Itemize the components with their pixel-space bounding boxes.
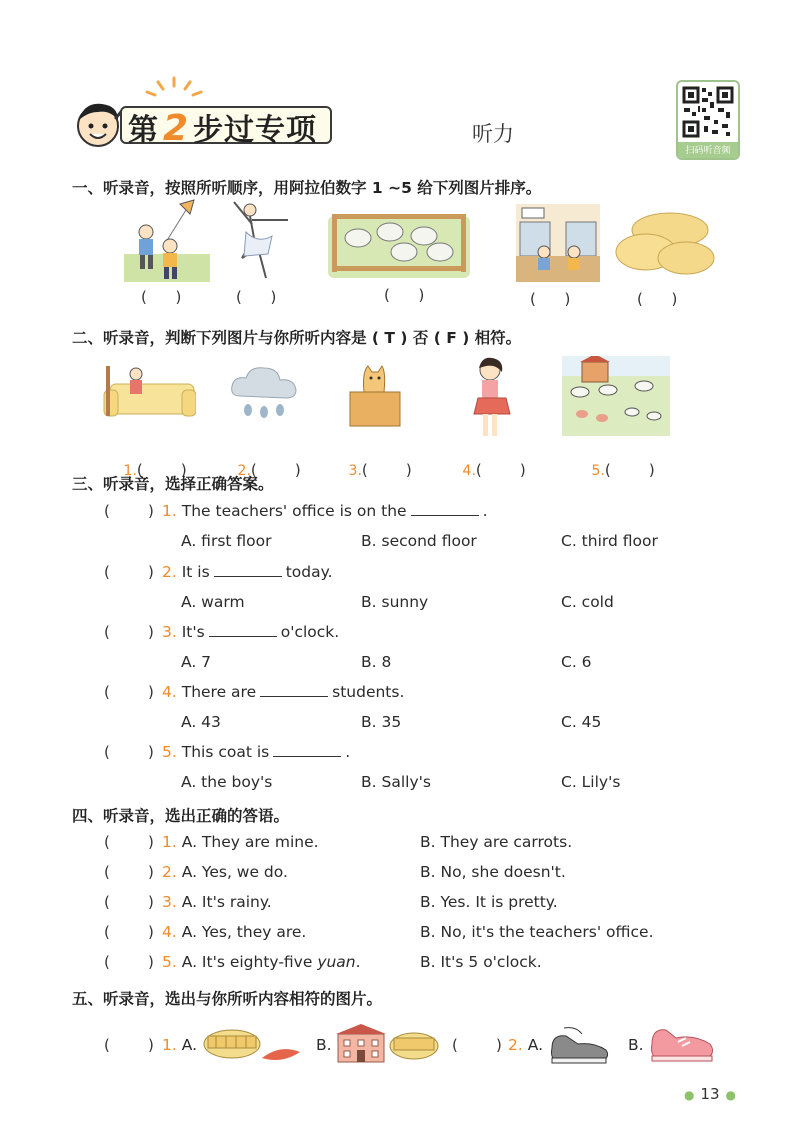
question-number: 2. [508,1036,523,1054]
option-c[interactable]: C. cold [561,593,614,611]
option-a-period: . [355,953,361,971]
section-4-title: 四、听录音，选出正确的答语。 [72,807,290,825]
item-number: 2. [237,463,251,479]
question-number: 4. [162,923,177,941]
option-b[interactable]: B. 8 [361,653,392,671]
question-number: 3. [162,623,177,641]
question-text [162,563,333,581]
option-a[interactable] [162,923,306,941]
fill-blank-line [214,565,282,577]
answer-blank[interactable]: ( ) [104,743,154,761]
option-a-text: A. It's rainy. [181,893,272,911]
question-stem-end: today. [285,563,333,581]
item-number: 3. [348,463,362,479]
answer-blank[interactable]: ( ) [604,461,655,479]
option-a-label: A. [527,1036,543,1054]
judgment-item [339,443,412,479]
answer-blank[interactable]: ( ) [104,953,154,971]
qr-caption: 扫码听音频 [678,142,738,158]
question-stem-end: o'clock. [280,623,340,641]
answer-blank[interactable]: ( ) [136,461,187,479]
page-title: 听力 [472,122,514,146]
answer-blank[interactable]: ( ) [104,893,154,911]
question-number: 2. [162,563,177,581]
boy-mascot-icon [70,96,126,152]
option-a[interactable] [162,833,319,851]
question-stem: It's [181,623,205,641]
ballet-dancer-picture [228,198,298,282]
option-b[interactable]: B. They are carrots. [420,833,573,851]
option-a-text: A. Yes, they are. [181,923,307,941]
stadium-with-track-picture[interactable] [202,1024,302,1064]
qr-code[interactable] [676,80,740,160]
option-b-label: B. [316,1036,332,1054]
item-number: 4. [462,463,476,479]
option-a[interactable] [162,953,361,971]
girl-with-skirt-picture [462,356,522,438]
page-number [678,1085,742,1103]
rain-cloud-icon [228,362,300,424]
option-a-text: A. It's eighty-five [181,953,318,971]
answer-blank[interactable]: ( ) [452,1036,502,1054]
classroom-picture [516,204,600,282]
option-b[interactable]: B. It's 5 o'clock. [420,953,542,971]
question-number: 2. [162,863,177,881]
section-5-title: 五、听录音，选出与你所听内容相符的图片。 [72,990,383,1008]
question-text [162,743,350,761]
dot-right-icon: ● [725,1088,736,1102]
option-b[interactable]: B. No, it's the teachers' office. [420,923,654,941]
option-b-label: B. [628,1036,644,1054]
pink-shoes-picture[interactable] [648,1020,718,1064]
question-stem: This coat is [181,743,270,761]
section-2-title: 二、听录音，判断下列图片与你所听内容是 ( T ) 否 ( F ) 相符。 [72,329,522,347]
fill-blank-line [411,504,479,516]
answer-blank[interactable]: ( ) [104,923,154,941]
answer-blank[interactable]: ( ) [361,461,412,479]
banner-number: 2 [163,108,190,149]
girl-on-sofa-picture [100,360,196,420]
dot-left-icon: ● [683,1088,695,1102]
answer-blank[interactable]: ( ) [475,461,526,479]
option-a[interactable]: A. 7 [181,653,212,671]
option-a[interactable]: A. the boy's [181,773,273,791]
question-stem-end: . [482,502,488,520]
option-b[interactable]: B. Sally's [361,773,431,791]
option-c[interactable]: C. 6 [561,653,592,671]
option-a-label: A. [181,1036,197,1054]
answer-blank[interactable]: ( ) [104,863,154,881]
answer-blank[interactable]: ( ) [250,461,301,479]
item-number: 1. [123,463,137,479]
question-number: 1. [162,833,177,851]
question-number: 4. [162,683,177,701]
question-stem-end: students. [332,683,405,701]
answer-blank[interactable]: ( ) [104,563,154,581]
banner-suffix: 步过专项 [193,113,318,148]
option-c[interactable]: C. third floor [561,532,658,550]
answer-blank[interactable]: ( ) [530,290,571,308]
question-stem: It is [181,563,210,581]
banner-prefix: 第 [128,113,159,148]
option-c[interactable]: C. Lily's [561,773,621,791]
option-a[interactable] [162,893,272,911]
question-stem: The teachers' office is on the [181,502,407,520]
option-a[interactable]: A. warm [181,593,245,611]
option-a-text: A. They are mine. [181,833,319,851]
option-b[interactable]: B. second floor [361,532,477,550]
school-and-stadium-picture[interactable] [336,1024,440,1064]
option-b[interactable]: B. sunny [361,593,429,611]
answer-blank[interactable]: ( ) [637,290,678,308]
question-text [162,683,404,701]
option-c[interactable]: C. 45 [561,713,602,731]
answer-blank[interactable]: ( ) [104,833,154,851]
banner-title [128,105,317,149]
option-a[interactable] [162,863,288,881]
page-number-value: 13 [700,1085,720,1103]
grey-shoes-picture[interactable] [548,1024,612,1066]
section-3-title: 三、听录音，选择正确答案。 [72,475,274,493]
answer-blank[interactable]: ( ) [384,286,425,304]
option-a-text: A. Yes, we do. [181,863,288,881]
answer-blank[interactable]: ( ) [104,683,154,701]
answer-blank[interactable]: ( ) [104,502,154,520]
judgment-item [453,443,526,479]
option-b[interactable]: B. No, she doesn't. [420,863,566,881]
answer-blank[interactable]: ( ) [104,623,154,641]
answer-blank[interactable]: ( ) [104,1036,154,1054]
header-banner [70,100,332,148]
question-number: 3. [162,893,177,911]
question-number: 5. [162,743,177,761]
question-text [162,623,339,641]
cat-on-box-picture [346,358,404,428]
option-a-italic-word: yuan [317,953,356,971]
question-2-label [508,1036,543,1054]
judgment-item [582,443,655,479]
potatoes-picture [614,210,716,278]
kids-flying-kite-picture [124,198,210,282]
option-a[interactable]: A. first floor [181,532,272,550]
question-stem-end: . [345,743,351,761]
question-number: 5. [162,953,177,971]
section-1-title: 一、听录音，按照所听顺序，用阿拉伯数字 1 ~5 给下列图片排序。 [72,179,542,197]
fill-blank-line [209,625,277,637]
question-stem: There are [181,683,257,701]
sheep-farm-picture [328,208,470,278]
option-b[interactable]: B. Yes. It is pretty. [420,893,558,911]
answer-blank[interactable]: ( ) [236,288,277,306]
option-b[interactable]: B. 35 [361,713,402,731]
question-number: 1. [162,1036,177,1054]
question-text [162,502,488,520]
question-number: 1. [162,502,177,520]
fill-blank-line [260,685,328,697]
question-1-label [162,1036,197,1054]
qr-pattern-icon [678,82,738,142]
option-a[interactable]: A. 43 [181,713,221,731]
fill-blank-line [273,745,341,757]
farm-with-animals-picture [562,356,670,436]
answer-blank[interactable]: ( ) [141,288,182,306]
item-number: 5. [591,463,605,479]
